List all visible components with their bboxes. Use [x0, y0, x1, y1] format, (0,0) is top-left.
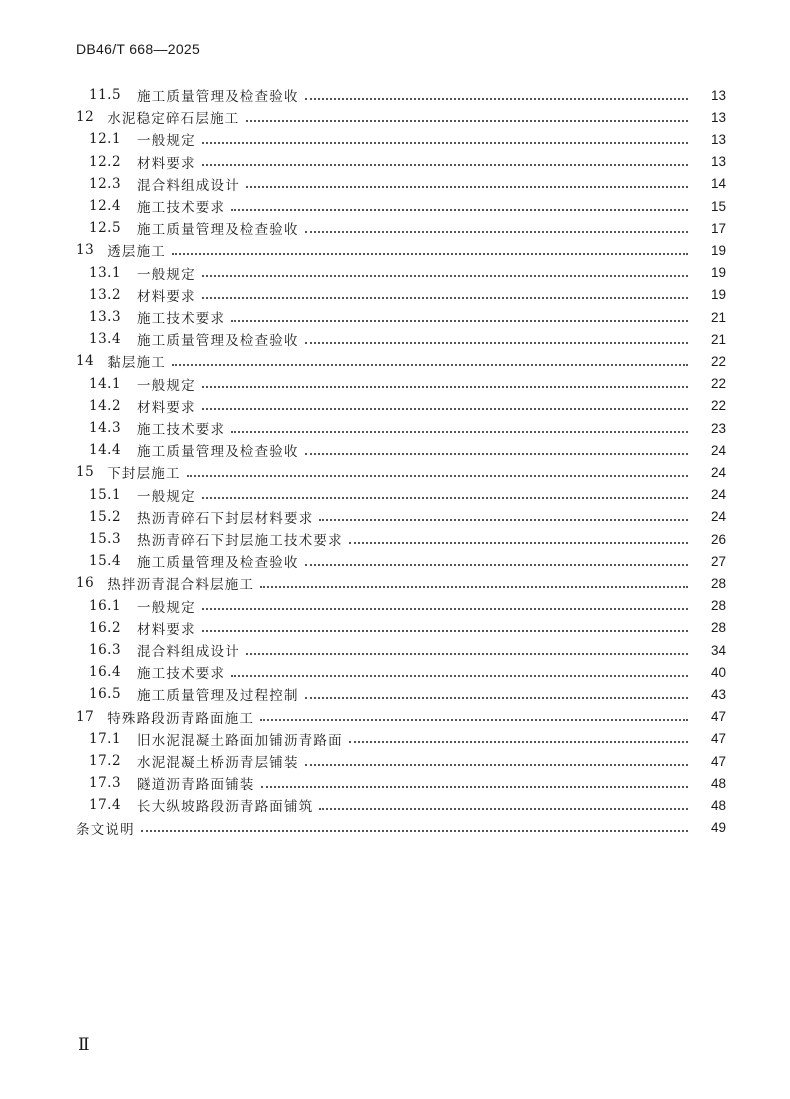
toc-entry-number: 14.1 — [89, 375, 122, 392]
toc-entry-page: 27 — [710, 553, 726, 569]
toc-entry-number: 16.4 — [89, 664, 122, 681]
toc-entry-page: 48 — [710, 797, 726, 813]
toc-entry[interactable] — [0, 417, 790, 439]
toc-entry[interactable] — [0, 617, 790, 639]
toc-entry-title: 热沥青碎石下封层材料要求 — [137, 510, 314, 527]
toc-entry-title: 混合料组成设计 — [137, 644, 240, 660]
toc-leader-dots — [260, 718, 688, 721]
toc-entry-title: 透层施工 — [107, 244, 166, 261]
toc-entry-title: 热拌沥青混合料层施工 — [107, 577, 255, 594]
toc-entry-number: 16.1 — [89, 597, 122, 614]
toc-entry-title: 材料要求 — [137, 399, 196, 416]
toc-entry-title: 一般规定 — [137, 377, 196, 394]
toc-leader-dots — [305, 230, 688, 233]
toc-leader-dots — [202, 629, 688, 632]
toc-entry[interactable] — [0, 217, 790, 239]
toc-entry[interactable] — [0, 239, 790, 261]
toc-entry-number: 11.5 — [89, 87, 122, 103]
toc-entry-title: 下封层施工 — [107, 466, 181, 483]
toc-entry[interactable] — [0, 195, 790, 217]
toc-entry[interactable] — [0, 550, 790, 572]
toc-entry-page: 22 — [710, 353, 726, 369]
toc-entry-number: 17.2 — [89, 753, 122, 769]
toc-entry-number: 12.5 — [89, 220, 122, 237]
toc-entry-page: 15 — [710, 198, 726, 214]
toc-entry[interactable] — [0, 528, 790, 550]
toc-entry-title: 一般规定 — [137, 488, 196, 505]
toc-entry-page: 24 — [710, 509, 726, 525]
toc-entry[interactable] — [0, 106, 790, 128]
toc-entry-title: 施工质量管理及检查验收 — [137, 555, 299, 572]
toc-entry[interactable] — [0, 262, 790, 284]
toc-leader-dots — [187, 474, 688, 477]
toc-leader-dots — [305, 763, 688, 766]
toc-entry-page: 23 — [710, 420, 726, 436]
toc-entry-number: 14.2 — [89, 397, 122, 414]
toc-entry-number: 13.1 — [89, 264, 122, 281]
toc-entry-page: 47 — [710, 731, 726, 747]
toc-entry-page: 34 — [710, 642, 726, 658]
toc-leader-dots — [202, 407, 688, 410]
toc-entry-page: 26 — [710, 531, 726, 547]
toc-entry-page: 24 — [710, 487, 726, 503]
toc-entry-title: 施工技术要求 — [137, 200, 226, 216]
toc-entry[interactable] — [0, 84, 790, 106]
toc-entry-number: 15.3 — [89, 531, 122, 547]
toc-entry-number: 16.3 — [89, 642, 122, 658]
toc-leader-dots — [305, 97, 688, 100]
toc-entry-page: 24 — [710, 442, 726, 458]
toc-entry-page: 19 — [710, 287, 726, 303]
toc-entry-number: 15.4 — [89, 553, 122, 570]
toc-entry-title: 材料要求 — [137, 155, 196, 172]
toc-entry-page: 22 — [710, 398, 726, 414]
toc-entry[interactable] — [0, 772, 790, 794]
toc-entry-number: 17 — [76, 708, 95, 725]
toc-entry-number: 14.4 — [89, 442, 122, 459]
toc-entry-number: 13 — [76, 242, 95, 259]
toc-leader-dots — [172, 252, 688, 255]
toc-entry-title: 施工质量管理及检查验收 — [137, 222, 299, 239]
toc-leader-dots — [202, 496, 688, 499]
toc-leader-dots — [202, 607, 688, 610]
toc-entry[interactable] — [0, 484, 790, 506]
toc-entry[interactable] — [0, 128, 790, 150]
toc-leader-dots — [231, 208, 688, 211]
toc-entry-page: 24 — [710, 464, 726, 480]
toc-entry[interactable] — [0, 439, 790, 461]
toc-entry-title: 条文说明 — [76, 821, 135, 838]
toc-entry-page: 21 — [710, 331, 726, 347]
toc-entry-page: 40 — [710, 664, 726, 680]
toc-leader-dots — [231, 674, 688, 677]
toc-entry-title: 材料要求 — [137, 621, 196, 638]
toc-entry-title: 水泥混凝土桥沥青层铺装 — [137, 755, 299, 771]
toc-leader-dots — [349, 740, 688, 743]
toc-entry-number: 15.2 — [89, 508, 122, 525]
toc-entry-page: 13 — [710, 109, 726, 125]
toc-leader-dots — [202, 141, 688, 144]
toc-entry-page: 28 — [710, 620, 726, 636]
page-number: Ⅱ — [78, 1035, 90, 1055]
toc-entry-title: 施工质量管理及检查验收 — [137, 333, 299, 350]
toc-entry-number: 17.3 — [89, 775, 122, 792]
toc-leader-dots — [260, 585, 688, 588]
toc-entry-title: 施工技术要求 — [137, 666, 226, 683]
toc-entry[interactable] — [0, 151, 790, 173]
toc-leader-dots — [305, 696, 688, 699]
toc-leader-dots — [305, 341, 688, 344]
toc-entry-page: 22 — [710, 376, 726, 392]
toc-leader-dots — [202, 296, 688, 299]
toc-leader-dots — [202, 274, 688, 277]
toc-leader-dots — [246, 652, 688, 655]
toc-entry-page: 49 — [710, 820, 726, 836]
toc-entry[interactable] — [0, 683, 790, 705]
toc-entry-number: 14.3 — [89, 420, 122, 436]
toc-entry-page: 47 — [710, 753, 726, 769]
toc-leader-dots — [349, 541, 688, 544]
toc-entry[interactable] — [0, 328, 790, 350]
toc-entry-number: 12.3 — [89, 175, 122, 192]
toc-entry-title: 施工质量管理及过程控制 — [137, 688, 299, 705]
toc-entry-number: 16.2 — [89, 619, 122, 636]
toc-entry-page: 21 — [710, 309, 726, 325]
toc-entry-page: 14 — [710, 176, 726, 192]
toc-entry-number: 14 — [76, 353, 95, 370]
toc-entry-title: 材料要求 — [137, 288, 196, 305]
toc-entry-title: 一般规定 — [137, 599, 196, 616]
toc-entry-number: 12.1 — [89, 131, 122, 148]
toc-entry-title: 一般规定 — [137, 266, 196, 283]
toc-entry-page: 19 — [710, 265, 726, 281]
toc-entry[interactable] — [0, 284, 790, 306]
toc-entry[interactable] — [0, 572, 790, 594]
toc-entry-number: 12.2 — [89, 153, 122, 170]
toc-entry-number: 13.2 — [89, 286, 122, 303]
toc-entry-page: 47 — [710, 709, 726, 725]
toc-entry-number: 16 — [76, 575, 95, 592]
toc-entry-page: 17 — [710, 220, 726, 236]
toc-entry-title: 旧水泥混凝土路面加铺沥青路面 — [137, 732, 343, 749]
toc-entry-title: 水泥稳定碎石层施工 — [107, 111, 240, 128]
toc-entry[interactable] — [0, 595, 790, 617]
toc-entry-page: 13 — [710, 87, 726, 103]
toc-entry-title: 特殊路段沥青路面施工 — [107, 710, 255, 727]
toc-entry[interactable] — [0, 794, 790, 816]
toc-entry-title: 施工质量管理及检查验收 — [137, 444, 299, 461]
toc-entry[interactable] — [0, 750, 790, 772]
toc-entry-title: 一般规定 — [137, 133, 196, 150]
toc-entry-number: 12 — [76, 109, 95, 126]
toc-entry[interactable] — [0, 306, 790, 328]
toc-leader-dots — [172, 363, 688, 366]
toc-entry[interactable] — [0, 706, 790, 728]
toc-entry-title: 长大纵坡路段沥青路面铺筑 — [137, 799, 314, 816]
toc-leader-dots — [319, 807, 688, 810]
toc-entry[interactable] — [0, 373, 790, 395]
toc-entry-number: 13.4 — [89, 331, 122, 348]
toc-entry[interactable] — [0, 350, 790, 372]
toc-entry[interactable] — [0, 661, 790, 683]
toc-entry-number: 17.1 — [89, 730, 122, 747]
toc-entry[interactable] — [0, 173, 790, 195]
toc-entry[interactable] — [0, 506, 790, 528]
toc-entry-number: 12.4 — [89, 198, 122, 214]
toc-entry[interactable] — [0, 817, 790, 839]
toc-leader-dots — [202, 385, 688, 388]
toc-leader-dots — [141, 829, 688, 832]
toc-entry[interactable] — [0, 461, 790, 483]
toc-entry[interactable] — [0, 639, 790, 661]
toc-entry-page: 13 — [710, 154, 726, 170]
toc-entry-number: 13.3 — [89, 309, 122, 325]
toc-entry-title: 热沥青碎石下封层施工技术要求 — [137, 533, 343, 549]
toc-entry-page: 28 — [710, 575, 726, 591]
toc-entry-page: 48 — [710, 775, 726, 791]
toc-leader-dots — [246, 185, 688, 188]
toc-leader-dots — [246, 119, 689, 122]
toc-leader-dots — [202, 163, 688, 166]
toc-entry-title: 施工技术要求 — [137, 422, 226, 438]
toc-entry-number: 15.1 — [89, 486, 122, 503]
toc-entry[interactable] — [0, 395, 790, 417]
toc-entry-page: 13 — [710, 131, 726, 147]
toc-entry-page: 28 — [710, 598, 726, 614]
toc-entry-title: 施工质量管理及检查验收 — [137, 89, 299, 105]
toc-entry-number: 16.5 — [89, 686, 122, 703]
toc-entry-title: 黏层施工 — [107, 355, 166, 372]
toc-leader-dots — [305, 563, 688, 566]
document-code: DB46/T 668—2025 — [76, 41, 201, 57]
toc-leader-dots — [305, 452, 688, 455]
toc-entry-page: 43 — [710, 686, 726, 702]
toc-entry-number: 17.4 — [89, 797, 122, 814]
toc-leader-dots — [231, 430, 688, 433]
toc-leader-dots — [261, 785, 688, 788]
toc-entry-title: 施工技术要求 — [137, 311, 226, 327]
toc-entry-title: 隧道沥青路面铺装 — [137, 777, 255, 794]
toc-entry-number: 15 — [76, 464, 95, 481]
toc-leader-dots — [231, 319, 688, 322]
toc-entry-page: 19 — [710, 242, 726, 258]
toc-entry[interactable] — [0, 728, 790, 750]
toc-leader-dots — [319, 518, 688, 521]
toc-entry-title: 混合料组成设计 — [137, 177, 240, 194]
